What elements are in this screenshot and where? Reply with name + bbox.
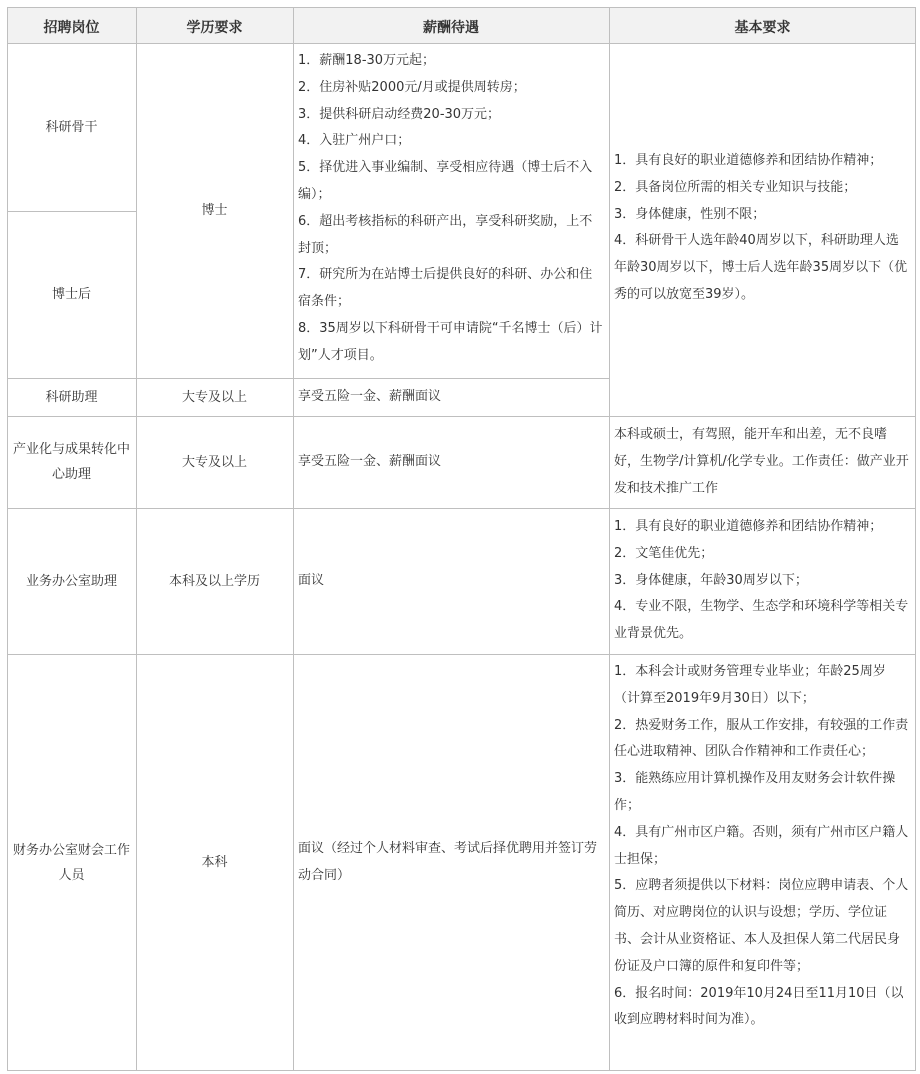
row-divider [7,416,916,417]
position-caiwu: 财务办公室财会工作人员 [13,842,131,883]
salary-item: 1．薪酬18-30万元起； [298,53,436,68]
row-divider [7,211,136,212]
requirement-item: 4．专业不限，生物学、生态学和环境科学等相关专业背景优先。 [614,599,909,642]
education-yewu: 本科及以上学历 [168,573,260,589]
column-divider [609,7,610,1071]
requirement-item: 4．科研骨干人选年龄40周岁以下，科研助理人选年龄30周岁以下，博士后人选年龄35周岁以下（优秀的可以放宽至39岁）。 [614,233,908,302]
header-salary: 薪酬待遇 [293,7,609,43]
position-keyan-gugan: 科研骨干 [45,119,98,135]
row-divider [7,508,916,509]
requirement-item: 3．能熟练应用计算机操作及用友财务会计软件操作； [614,771,896,813]
requirement-item: 1．本科会计或财务管理专业毕业；年龄25周岁（计算至2019年9月30日）以下； [614,664,886,706]
row-divider [7,43,916,44]
row-divider [7,654,916,655]
requirement-item: 5．应聘者须提供以下材料：岗位应聘申请表、个人简历、对应聘岗位的认识与设想；学历、学位证书、会计从业资格证、本人及担保人第二代居民身份证及户口簿的原件和复印件等； [614,878,909,974]
requirement-item: 2．文笔佳优先； [614,545,714,561]
header-position: 招聘岗位 [7,7,136,43]
header-requirements: 基本要求 [609,7,916,43]
position-boshihou: 博士后 [51,287,91,302]
requirement-item: 3．身体健康，性别不限； [614,206,766,222]
requirement-item: 4．具有广州市区户籍。否则，须有广州市区户籍人士担保； [614,824,909,867]
requirement-item: 1．具有良好的职业道德修养和团结协作精神； [614,153,883,168]
requirement-item: 2．热爱财务工作，服从工作安排，有较强的工作责任心进取精神、团队合作精神和工作责任心； [614,717,909,760]
requirement-item: 2．具备岗位所需的相关专业知识与技能； [614,179,857,195]
salary-item: 2．住房补贴2000元/月或提供周转房； [298,79,526,95]
position-keyan-zhuli: 科研助理 [45,389,98,405]
requirement-item: 1．具有良好的职业道德修养和团结协作精神； [614,519,883,534]
column-divider [293,7,294,1071]
salary-item: 7．研究所为在站博士后提供良好的科研、办公和住宿条件； [298,267,593,310]
row-divider [7,378,609,379]
salary-item: 6．超出考核指标的科研产出，享受科研奖励，上不封顶； [298,213,593,256]
education-chanyehua: 大专及以上 [181,454,247,470]
position-chanyehua: 产业化与成果转化中心助理 [13,442,131,482]
requirement-item: 3．身体健康，年龄30周岁以下； [614,572,808,588]
salary-chanyehua: 享受五险一金、薪酬面议 [298,453,442,469]
education-boshi: 博士 [201,203,228,218]
column-divider [136,7,137,1071]
header-education: 学历要求 [136,7,293,43]
salary-yewu: 面议 [298,572,325,588]
position-yewu: 业务办公室助理 [25,573,117,589]
table-border [7,7,916,1071]
salary-item: 8．35周岁以下科研骨干可申请院“千名博士（后）计划”人才项目。 [298,320,603,363]
salary-text: 面议（经过个人材料审查、考试后择优聘用并签订劳动合同） [298,840,598,883]
salary-item: 5．择优进入事业编制、享受相应待遇（博士后不入编）； [298,160,593,202]
requirement-text: 本科或硕士，有驾照，能开车和出差，无不良嗜好，生物学/计算机/化学专业。工作责任：做产业开发和技术推广工作 [614,427,909,496]
education-caiwu: 本科 [201,855,228,870]
requirement-item: 6．报名时间：2019年10月24日至11月10日（以收到应聘材料时间为准）。 [614,985,904,1028]
salary-item: 3．提供科研启动经费20-30万元； [298,106,501,122]
education-keyan-zhuli: 大专及以上 [181,389,247,405]
salary-item: 4．入驻广州户口； [298,133,411,149]
salary-keyan-zhuli: 享受五险一金、薪酬面议 [298,388,442,404]
